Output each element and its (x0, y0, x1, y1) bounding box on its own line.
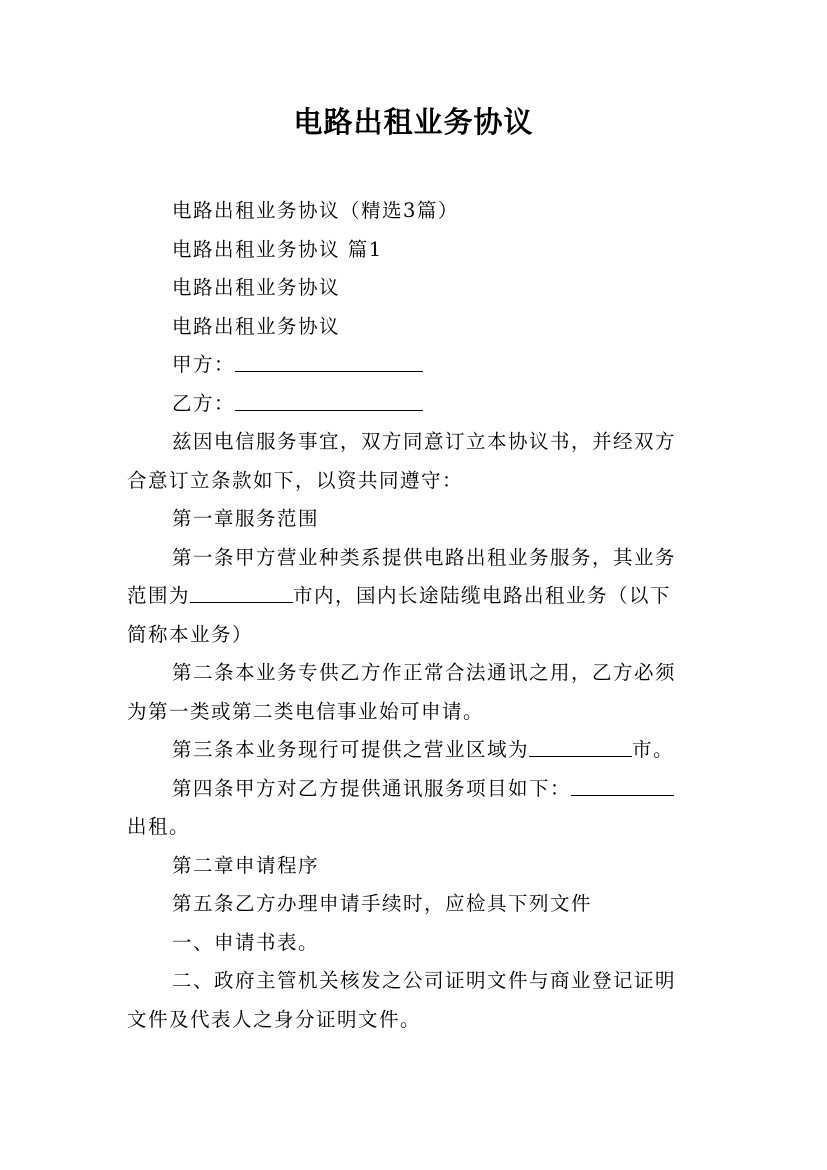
document-title: 电路出租业务协议 (293, 105, 534, 139)
article-3-text-a: 第三条本业务现行可提供之营业区域为 (172, 738, 530, 761)
preamble-line-2: 合意订立条款如下，以资共同遵守： (127, 468, 464, 492)
article-4-line-2: 出租。 (127, 815, 191, 838)
party-a-blank (235, 352, 423, 373)
item-2 (127, 962, 705, 1039)
article-1-text-a: 范围为 (127, 584, 191, 607)
article-2-line-1: 第二条本业务专供乙方作正常合法通讯之用，乙方必须 (172, 661, 677, 684)
item-2-line-1: 二、政府主管机关核发之公司证明文件与商业登记证明 (172, 969, 677, 992)
chapter-2-heading: 第二章申请程序 (172, 853, 320, 877)
party-b-line (127, 385, 705, 424)
paragraph-subtitle: 电路出租业务协议 (172, 276, 341, 299)
article-3 (127, 731, 705, 770)
article-4-blank (571, 775, 674, 796)
article-1-line-2 (127, 577, 705, 616)
article-1-line-1: 第一条甲方营业种类系提供电路出租业务服务，其业务 (172, 545, 677, 569)
article-2 (127, 654, 705, 731)
paragraph-subtitle-2: 电路出租业务协议 (172, 314, 341, 338)
item-2-line-2: 文件及代表人之身分证明文件。 (127, 1007, 422, 1031)
article-4 (127, 770, 705, 847)
party-b-label: 乙方： (172, 391, 236, 415)
party-a-line (127, 346, 705, 385)
party-b-blank (235, 390, 423, 411)
article-4-text: 第四条甲方对乙方提供通讯服务项目如下： (172, 776, 572, 800)
article-1-line-3: 简称本业务） (127, 622, 254, 646)
paragraph-intro: 电路出租业务协议（精选3篇） (172, 199, 459, 222)
paragraph-preamble (127, 423, 705, 500)
item-1: 一、申请书表。 (172, 930, 320, 954)
article-3-blank (529, 737, 632, 758)
article-3-text-b: 市。 (632, 738, 675, 761)
party-a-label: 甲方： (172, 353, 236, 376)
article-2-line-2: 为第一类或第二类电信事业始可申请。 (127, 699, 485, 723)
document-body (127, 192, 705, 1039)
article-1 (127, 539, 705, 655)
chapter-1-heading: 第一章服务范围 (172, 507, 320, 530)
preamble-line-1: 兹因电信服务事宜，双方同意订立本协议书，并经双方 (172, 430, 677, 453)
article-1-blank (190, 583, 293, 604)
article-5: 第五条乙方办理申请手续时，应检具下列文件 (172, 892, 593, 915)
article-4-line-1 (127, 770, 705, 809)
paragraph-article-heading: 电路出租业务协议 篇1 (172, 237, 383, 261)
article-1-text-b: 市内，国内长途陆缆电路出租业务（以下 (293, 584, 672, 607)
